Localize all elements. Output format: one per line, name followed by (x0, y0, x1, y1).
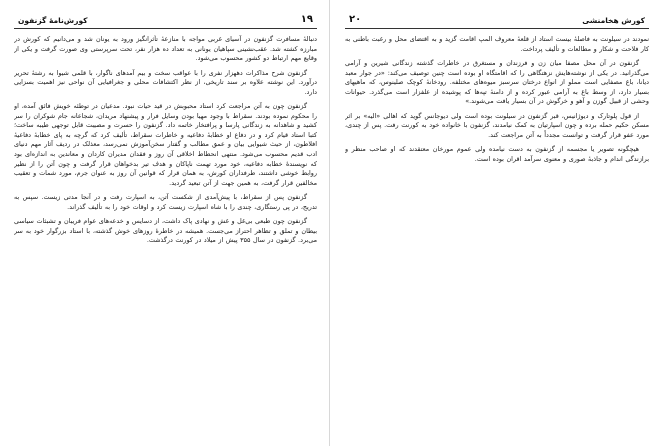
paragraph: گزنفون چون طبعی بی‌غل و غش و نهادی پاک داشت، از دسایس و خدعه‌های عوام فریبان و تشبثات سیاسی بیطان و تملق و تظاهر احتراز می‌جست. همیشه در خاطرهٔ روزهای خوش گذشته، با استاد بزرگوار خود به سر می‌برد. گزنفون در سال ۳۵۵ پیش از میلاد در کورنت درگذشت. (14, 217, 317, 245)
paragraph: از قول پلوتارک و دیوژانیس، قبر گزنفون در سیلونت بوده است ولی دیوجانس گوید که اهالی «الیه» بر اثر مسکن حکیم حمله برده و چون اسپارتیان به کمک نیامدند، گزنفون با خانواده خود به کورنت رفت. پس از چندی، مورد عفو قرار گرفت و توانست مجدداً به آتن مراجعت کند. (345, 111, 649, 139)
right-page-header (345, 14, 649, 29)
paragraph: گزنفون شرح مذاکرات دههزار نفری را با عواقب سخت و بیم آمدهای ناگوار، با قلمی شیوا به رشتهٔ تحریر درآورد. این نوشته علاوه بر سند تاریخی، از نظر اکتشافات محلی و جغرافیایی آن نواحی نیز اهمیت بسزایی دارد. (14, 68, 317, 96)
page-number: ۱۹ (300, 14, 313, 25)
left-page-body (14, 35, 317, 445)
paragraph: گزنفون چون به آتن مراجعت کرد استاد محبوبش در قید حیات نبود. مدعیان در توطئه خویش فائق آمده، او را محکوم نموده بودند. سقراط با وجود مهیا بودن وسایل فرار و پیشنهاد مریدان، شجاعانه جام شوکران را سر کشید و شاهدانه به زندگانی پارسا و پرافتخار خاتمه داد. گزنفون را حسرت و مصیبت قابل توجهی طیبه ساخت؛ کتبا استاد قیام کرد و در دفاع او خطابهٔ دفاعیه و خاطرات سقراط، تألیف کرد که گرچه به پای خطابهٔ دفاعیهٔ افلاطون، از حیث شیوایی بیان و عمق مطالب و گفتار سخن‌آموزش نمی‌رسد، معذلک در ردیف آثار مهم دنیای ادب قدیم محسوب می‌شود. منتهی انحطاط اخلاقی آن روز و فقدان مدیران کاردان و معاندین به اندازه‌ای بود که نویسندهٔ خطابه دفاعیه، خود مورد تهمت ناپاکان و هدف تیر بدخواهان قرار گرفت و چون آتن را از نظیر روابط خوشی داشتند، طرفداران کورش، به همان قرار که قوانین آن روز به عنوان جرم، مورد شمات و تعقیب مخالفین قرار گرفت، به همین جهت از آتن تبعید گردید. (14, 102, 317, 187)
paragraph: گزنفون پس از سقراط، با پیش‌آمدی از شکست آتن، به اسپارت رفت و در آنجا مدتی زیست. سپس به تدریج، در پی رستگاری، چندی را با شاه اسپارت زیست کرد و اوقات خود را به تألیف گذراند. (14, 193, 317, 211)
left-page-header (14, 14, 317, 29)
left-page (0, 0, 330, 446)
paragraph: نمودند در سیلونت به فاصلهٔ بیست استاد از قلعهٔ معروف المپ اقامت گزید و به اقتضای محل و رغبت باطنی به کار فلاحت و شکار و مطالعات و تألیف پرداخت. (345, 35, 649, 53)
right-page-body (345, 35, 649, 445)
paragraph: هیچگونه تصویر یا مجسمه از گزنفون به دست نیامده ولی عموم مورخان معتقدند که او صاحب منظر و برازندگی اندام و جاذبهٔ صوری و معنوی سرآمد اقران بوده است. (345, 145, 649, 164)
paragraph: گزنفون در آن محل مصفا میان زن و فرزندان و مستغرق در خاطرات گذشته زندگانی شیرین و آرامی می‌گذرانید. در یکی از نوشته‌هایش نزهتگاهی را که اقامتگاه او بوده است چنین توصیف می‌کند: «در جوار معبد دیانا، باغ مصفایی است مملو از انواع درختان سرسبز میوه‌های مختلفه. رودخانهٔ کوچک صلینوس، که ماهیهای بسیار دارد، از وسط باغ به آرامی عبور کرده و از دامنهٔ تپه‌ها که پوشیده از علفزار است می‌گذرد. حیوانات وحشی از قبیل گوزن و آهو و خرگوش در آن بسیار یافت می‌شوند.» (345, 59, 649, 106)
right-page (331, 0, 661, 446)
running-title: کورش‌نامهٔ گزنفون (18, 16, 88, 25)
paragraph: دنبالهٔ مسافرت گزنفون در آسیای غربی مواجه با منازعهٔ تأثرانگیز ورود به یونان شد و می‌دانیم که کورش در مبارزه کشته شد. عقب‌نشینی سپاهیان یونانی به تعداد ده هزار نفر، تحت سرپرستی وی صورت گرفت و یکی از وقایع مهم ارتباط دو کشور محسوب می‌شود. (14, 35, 317, 63)
page-number: ۲۰ (349, 14, 362, 25)
running-title: کورش هخامنشی (582, 16, 645, 25)
